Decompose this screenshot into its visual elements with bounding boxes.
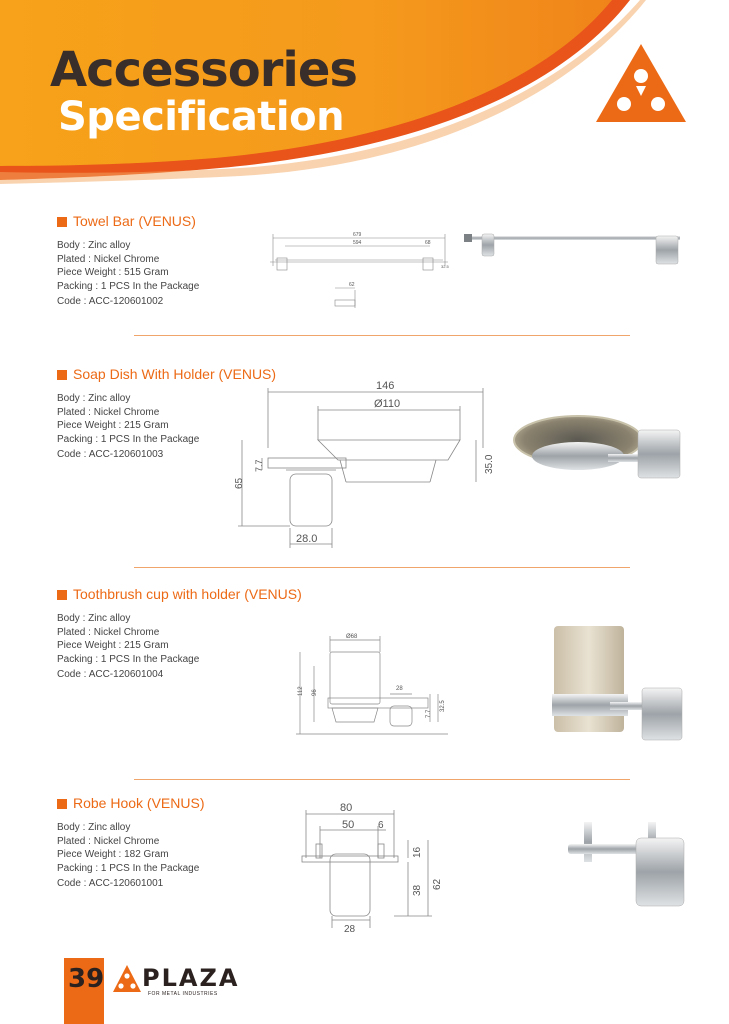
section-divider [134,567,630,568]
dim-hook: 6 [378,820,384,831]
spec-weight: Piece Weight : 215 Gram [57,640,169,652]
soap-dish-drawing [228,378,498,550]
spec-weight: Piece Weight : 515 Gram [57,267,169,279]
robe-hook-photo [566,818,690,908]
spec-list-towel-bar [57,239,199,309]
dim-diameter: Ø68 [346,634,358,640]
spec-plated: Plated : Nickel Chrome [57,835,160,847]
dim-holder: 28 [396,686,403,692]
section-title-text: Robe Hook (VENUS) [73,795,205,811]
toothbrush-cup-drawing [288,628,453,740]
dim-total-height: 112 [298,686,304,696]
section-title-toothbrush-cup [57,586,302,602]
brand-name: PLAZA [142,964,240,992]
bullet-square-icon [57,590,67,600]
spec-list-robe-hook [57,821,199,891]
spec-body: Body : Zinc alloy [57,393,131,404]
page-subtitle: Specification [58,94,345,140]
dim-base-height: 38 [412,884,423,896]
product-code: Code : ACC-120601003 [57,449,164,461]
dim-width: 80 [340,802,353,814]
bullet-square-icon [57,370,67,380]
dim-base: 28 [344,924,356,935]
section-divider [134,779,630,780]
dim-dish-height: 35.0 [484,454,495,474]
dim-total-height: 65 [234,477,245,489]
dim-top: 16 [412,846,423,858]
dim-width: 146 [376,380,395,392]
dim-bar-length: 594 [353,240,362,246]
brand-tagline: FOR METAL INDUSTRIES [148,991,218,997]
section-title-text: Soap Dish With Holder (VENUS) [73,366,277,382]
dim-height: 32.5 [441,264,449,269]
brand-logo-icon [594,42,688,126]
spec-list-toothbrush-cup [57,612,199,682]
robe-hook-drawing [298,800,448,935]
dim-hook-spacing: 50 [342,819,355,831]
towel-bar-photo [460,228,685,272]
soap-dish-photo [510,410,688,486]
section-divider [134,335,630,336]
dim-depth: 62 [349,282,355,288]
dim-bar: 7.7 [254,459,264,472]
spec-list-soap-dish [57,392,199,462]
product-code: Code : ACC-120601002 [57,296,164,308]
spec-packing: Packing : 1 PCS In the Package [57,280,200,292]
dim-cup-height: 96 [312,689,318,696]
page-title: Accessories [50,42,357,98]
dim-bar: 7.7 [426,709,432,718]
section-title-text: Toothbrush cup with holder (VENUS) [73,586,302,602]
dim-total-height: 62 [432,878,443,890]
dim-end: 68 [425,240,431,246]
dim-base: 28.0 [296,533,318,545]
section-title-robe-hook [57,795,205,811]
section-title-text: Towel Bar (VENUS) [73,213,196,229]
spec-body: Body : Zinc alloy [57,822,131,833]
spec-weight: Piece Weight : 215 Gram [57,420,169,432]
toothbrush-cup-photo [550,624,688,742]
product-code: Code : ACC-120601004 [57,669,164,681]
spec-body: Body : Zinc alloy [57,613,131,624]
towel-bar-drawing [265,228,455,318]
dim-total-length: 679 [353,232,362,238]
spec-plated: Plated : Nickel Chrome [57,406,160,418]
dim-height: 32.5 [440,700,446,712]
spec-plated: Plated : Nickel Chrome [57,626,160,638]
bullet-square-icon [57,217,67,227]
spec-body: Body : Zinc alloy [57,240,131,251]
plaza-logo-icon [112,964,142,994]
bullet-square-icon [57,799,67,809]
spec-weight: Piece Weight : 182 Gram [57,849,169,861]
spec-packing: Packing : 1 PCS In the Package [57,653,200,665]
spec-packing: Packing : 1 PCS In the Package [57,433,200,445]
dim-diameter: Ø110 [374,398,401,410]
page-number: 39 [68,964,105,994]
spec-packing: Packing : 1 PCS In the Package [57,862,200,874]
product-code: Code : ACC-120601001 [57,878,164,890]
section-title-towel-bar [57,213,196,229]
spec-plated: Plated : Nickel Chrome [57,253,160,265]
